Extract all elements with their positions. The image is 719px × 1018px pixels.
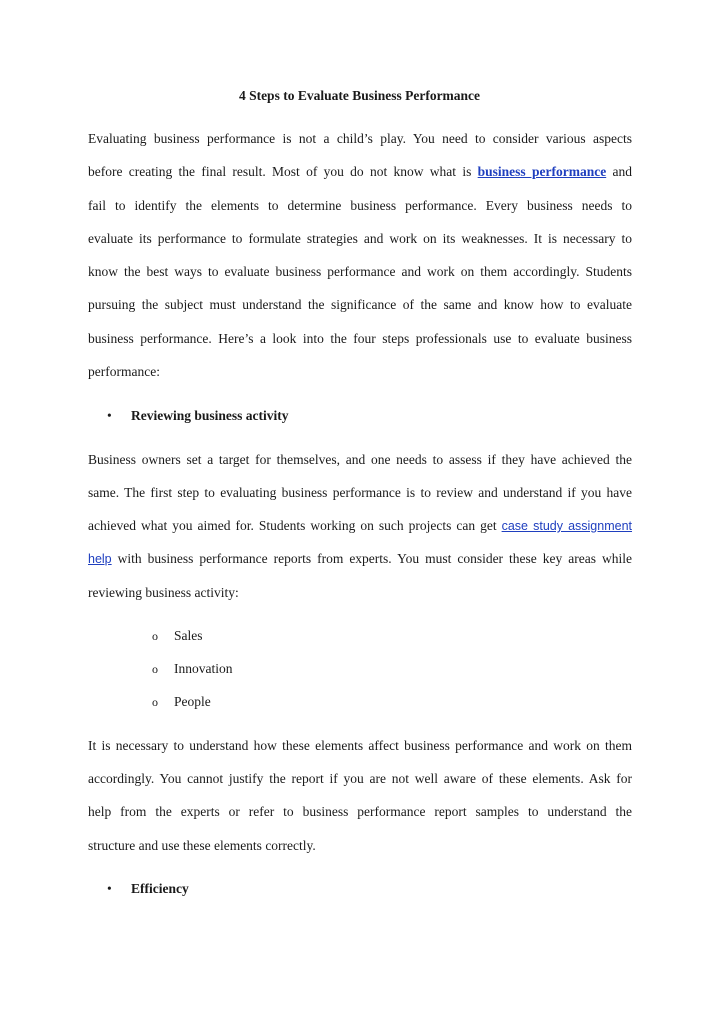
intro-line-7: business performance. Here’s a look into the four steps professionals use to evaluate business bbox=[88, 331, 632, 346]
section-heading-text: Reviewing business activity bbox=[131, 408, 289, 423]
section1-line-4 bbox=[88, 551, 632, 567]
business-performance-link[interactable]: business performance bbox=[477, 164, 607, 179]
circle-bullet-icon: o bbox=[152, 662, 158, 676]
section-heading-text: Efficiency bbox=[131, 881, 189, 896]
bullet-icon: • bbox=[107, 408, 112, 423]
section1-para2-line-4: structure and use these elements correctly. bbox=[88, 838, 316, 853]
section1-line-1: Business owners set a target for themselves, and one needs to assess if they have achieved the bbox=[88, 452, 632, 467]
page-title: 4 Steps to Evaluate Business Performance bbox=[238, 88, 481, 103]
list-item bbox=[152, 628, 203, 644]
list-item-sales: Sales bbox=[174, 628, 203, 643]
list-item-innovation: Innovation bbox=[174, 661, 233, 676]
intro-line-8: performance: bbox=[88, 364, 160, 379]
intro-line-5: know the best ways to evaluate business performance and work on them accordingly. Students bbox=[88, 264, 632, 279]
intro-line-2 bbox=[88, 164, 632, 180]
intro-line-4: evaluate its performance to formulate strategies and work on its weaknesses. It is necessary to bbox=[88, 231, 632, 246]
section1-line-5: reviewing business activity: bbox=[88, 585, 239, 600]
section-heading-reviewing bbox=[107, 408, 289, 424]
section1-line-2: same. The first step to evaluating business performance is to review and understand if you have bbox=[88, 485, 632, 500]
list-item bbox=[152, 661, 233, 677]
list-item-people: People bbox=[174, 694, 211, 709]
help-link[interactable]: help bbox=[88, 552, 112, 566]
section1-para2-line-1: It is necessary to understand how these elements affect business performance and work on them bbox=[88, 738, 632, 753]
intro-line-2-end: and bbox=[612, 164, 632, 179]
section1-line-3 bbox=[88, 518, 632, 534]
circle-bullet-icon: o bbox=[152, 695, 158, 709]
intro-line-6: pursuing the subject must understand the significance of the same and know how to evaluate bbox=[88, 297, 632, 312]
section1-line-4-text: with business performance reports from experts. You must consider these key areas while bbox=[117, 551, 632, 566]
intro-line-1: Evaluating business performance is not a child’s play. You need to consider various aspects bbox=[88, 131, 632, 146]
bullet-icon: • bbox=[107, 881, 112, 896]
list-item bbox=[152, 694, 211, 710]
section-heading-efficiency bbox=[107, 881, 189, 897]
section1-para2-line-2: accordingly. You cannot justify the report if you are not well aware of these elements. Ask for bbox=[88, 771, 632, 786]
intro-line-3: fail to identify the elements to determine business performance. Every business needs to bbox=[88, 198, 632, 213]
section1-para2-line-3: help from the experts or refer to business performance report samples to understand the bbox=[88, 804, 632, 819]
circle-bullet-icon: o bbox=[152, 629, 158, 643]
case-study-assignment-link[interactable]: case study assignment bbox=[501, 519, 633, 533]
section1-line-3-text: achieved what you aimed for. Students working on such projects can get bbox=[88, 518, 497, 533]
intro-line-2-text: before creating the final result. Most of you do not know what is bbox=[88, 164, 472, 179]
